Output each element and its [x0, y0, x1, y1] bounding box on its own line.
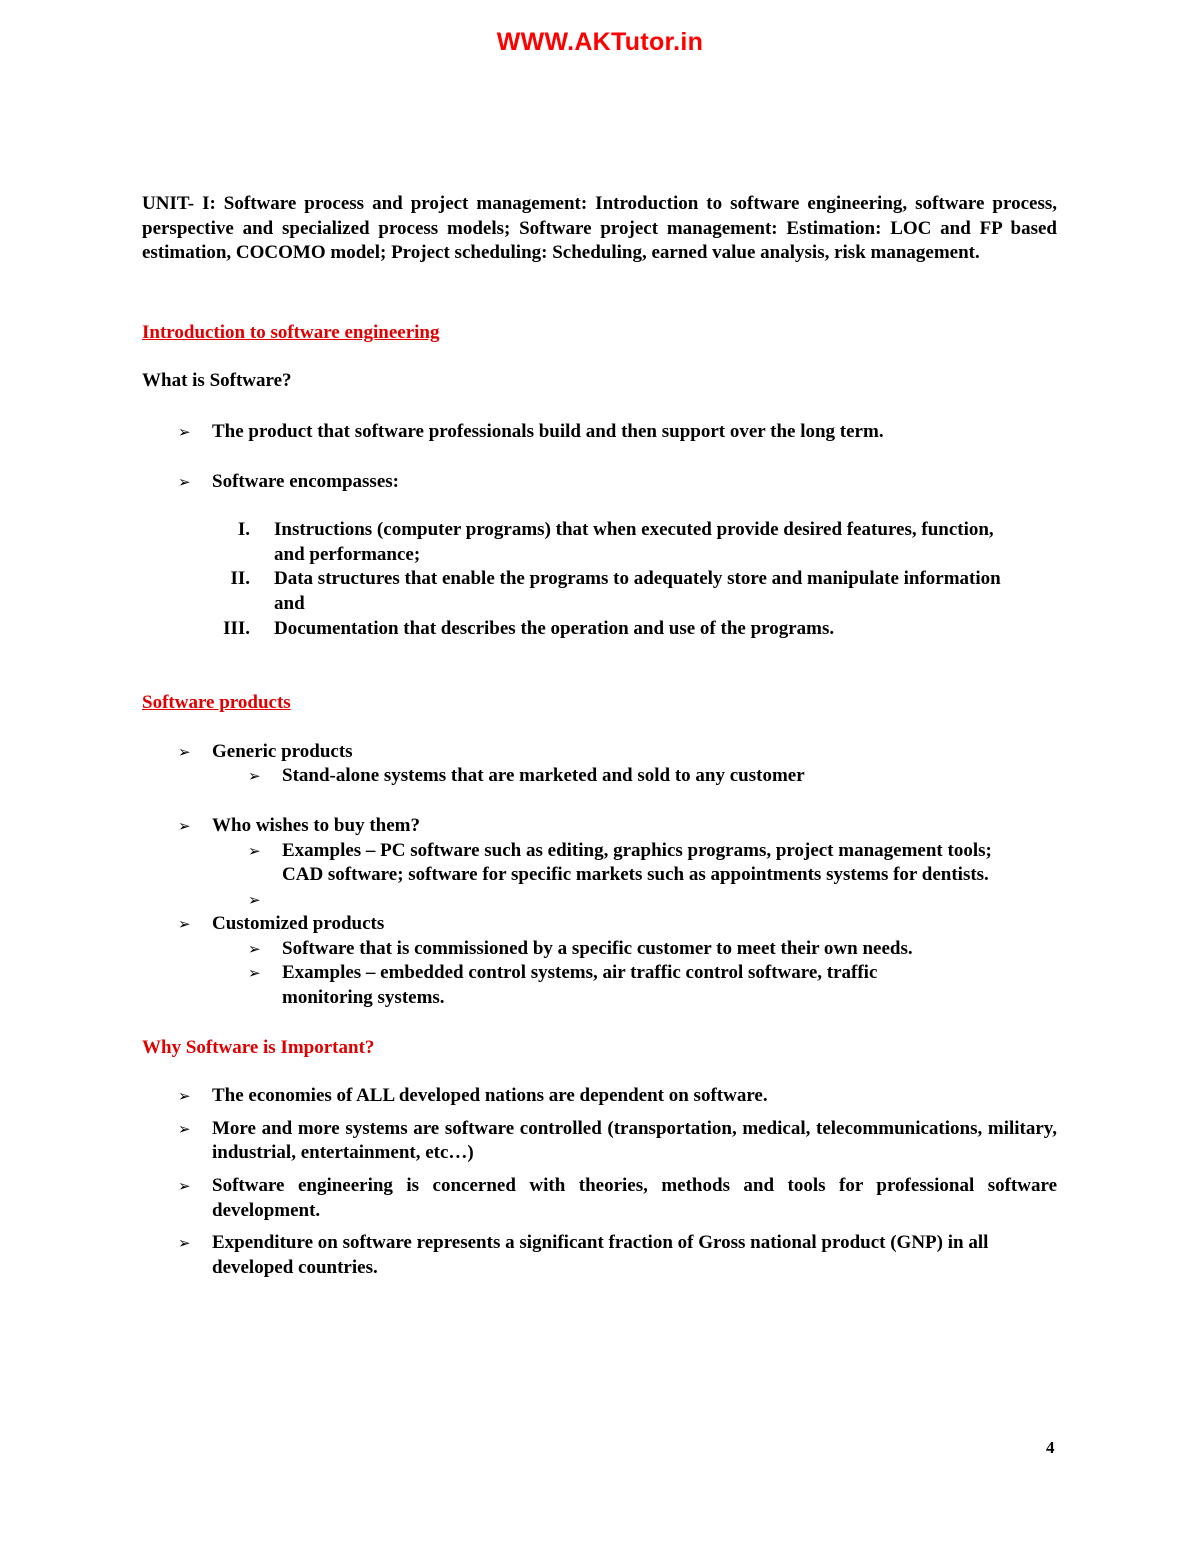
bullet-text: Who wishes to buy them? [212, 814, 420, 836]
arrowhead-bullet-icon: ➢ [248, 767, 261, 786]
arrowhead-bullet-icon: ➢ [248, 939, 261, 958]
arrowhead-bullet-icon: ➢ [178, 1119, 191, 1138]
arrowhead-bullet-icon: ➢ [178, 422, 191, 441]
bullet-text: Expenditure on software represents a significant fraction of Gross national product (GNP) in all developed countries. [212, 1232, 989, 1278]
bullet-text: Software engineering is concerned with theories, methods and tools for professional software development. [212, 1175, 1057, 1221]
arrowhead-bullet-icon: ➢ [178, 1234, 191, 1253]
list-item [142, 740, 1057, 765]
numbered-item [142, 567, 1057, 616]
sub-bullet-text: Examples – embedded control systems, air traffic control software, traffic monitoring systems. [282, 962, 878, 1009]
heading-intro-software-engineering: Introduction to software engineering [142, 321, 440, 343]
numbered-item [142, 617, 1057, 642]
numbered-text: Instructions (computer programs) that when executed provide desired features, function, and performance; [274, 519, 994, 565]
sub-bullet-text: Software that is commissioned by a specific customer to meet their own needs. [282, 937, 913, 959]
arrowhead-bullet-icon: ➢ [178, 1177, 191, 1196]
bullet-text: Generic products [212, 740, 353, 762]
sub-list-item [142, 888, 1057, 913]
numbered-text: Data structures that enable the programs to adequately store and manipulate information and [274, 568, 1001, 614]
arrowhead-bullet-icon: ➢ [178, 1087, 191, 1106]
bullet-text: Software encompasses: [212, 470, 399, 492]
arrowhead-bullet-icon: ➢ [178, 915, 191, 934]
bullet-text: Customized products [212, 913, 385, 935]
watermark-header: WWW.AKTutor.in [496, 28, 704, 56]
list-item [142, 420, 1057, 445]
document-body [142, 192, 1057, 1280]
list-item [142, 1231, 1057, 1280]
heading-why-software-important: Why Software is Important? [142, 1036, 375, 1058]
sub-list-item [142, 764, 1057, 789]
arrowhead-bullet-icon: ➢ [178, 472, 191, 491]
bullet-text: The economies of ALL developed nations are dependent on software. [212, 1085, 768, 1107]
sub-bullet-text: Stand-alone systems that are marketed and sold to any customer [282, 765, 805, 787]
list-item [142, 470, 1057, 495]
arrowhead-bullet-icon: ➢ [178, 816, 191, 835]
list-item [142, 814, 1057, 839]
arrowhead-bullet-icon: ➢ [178, 742, 191, 761]
question-what-is-software: What is Software? [142, 370, 292, 392]
list-item [142, 1174, 1057, 1223]
sub-list-item [142, 839, 1057, 888]
list-item [142, 912, 1057, 937]
heading-software-products: Software products [142, 692, 291, 714]
numbered-text: Documentation that describes the operation and use of the programs. [274, 617, 835, 639]
list-item [142, 1117, 1057, 1166]
numbered-item [142, 518, 1057, 567]
sub-list-item [142, 961, 1057, 1010]
list-item [142, 1084, 1057, 1109]
sub-bullet-text: Examples – PC software such as editing, graphics programs, project management tools; CAD software; software for specific markets such as appointments systems for dentists. [282, 839, 992, 886]
bullet-text: More and more systems are software controlled (transportation, medical, telecommunications, military, industrial, entertainment, etc…) [212, 1117, 1057, 1164]
page-number: 4 [1046, 1438, 1055, 1457]
roman-numeral: I. [237, 519, 250, 541]
arrowhead-bullet-icon: ➢ [248, 890, 261, 909]
roman-numeral: II. [230, 568, 250, 590]
sub-list-item [142, 937, 1057, 962]
roman-numeral: III. [223, 617, 250, 639]
arrowhead-bullet-icon: ➢ [248, 841, 261, 860]
arrowhead-bullet-icon: ➢ [248, 964, 261, 983]
bullet-text: The product that software professionals build and then support over the long term. [212, 420, 884, 442]
unit-syllabus: UNIT- I: Software process and project management: Introduction to software engineering, software process, perspective and specialized process models; Software project management: Estimation: LOC and FP based estimation, COCOMO model; Project scheduling: Scheduling, earned value analysis, risk management. [142, 193, 1057, 264]
